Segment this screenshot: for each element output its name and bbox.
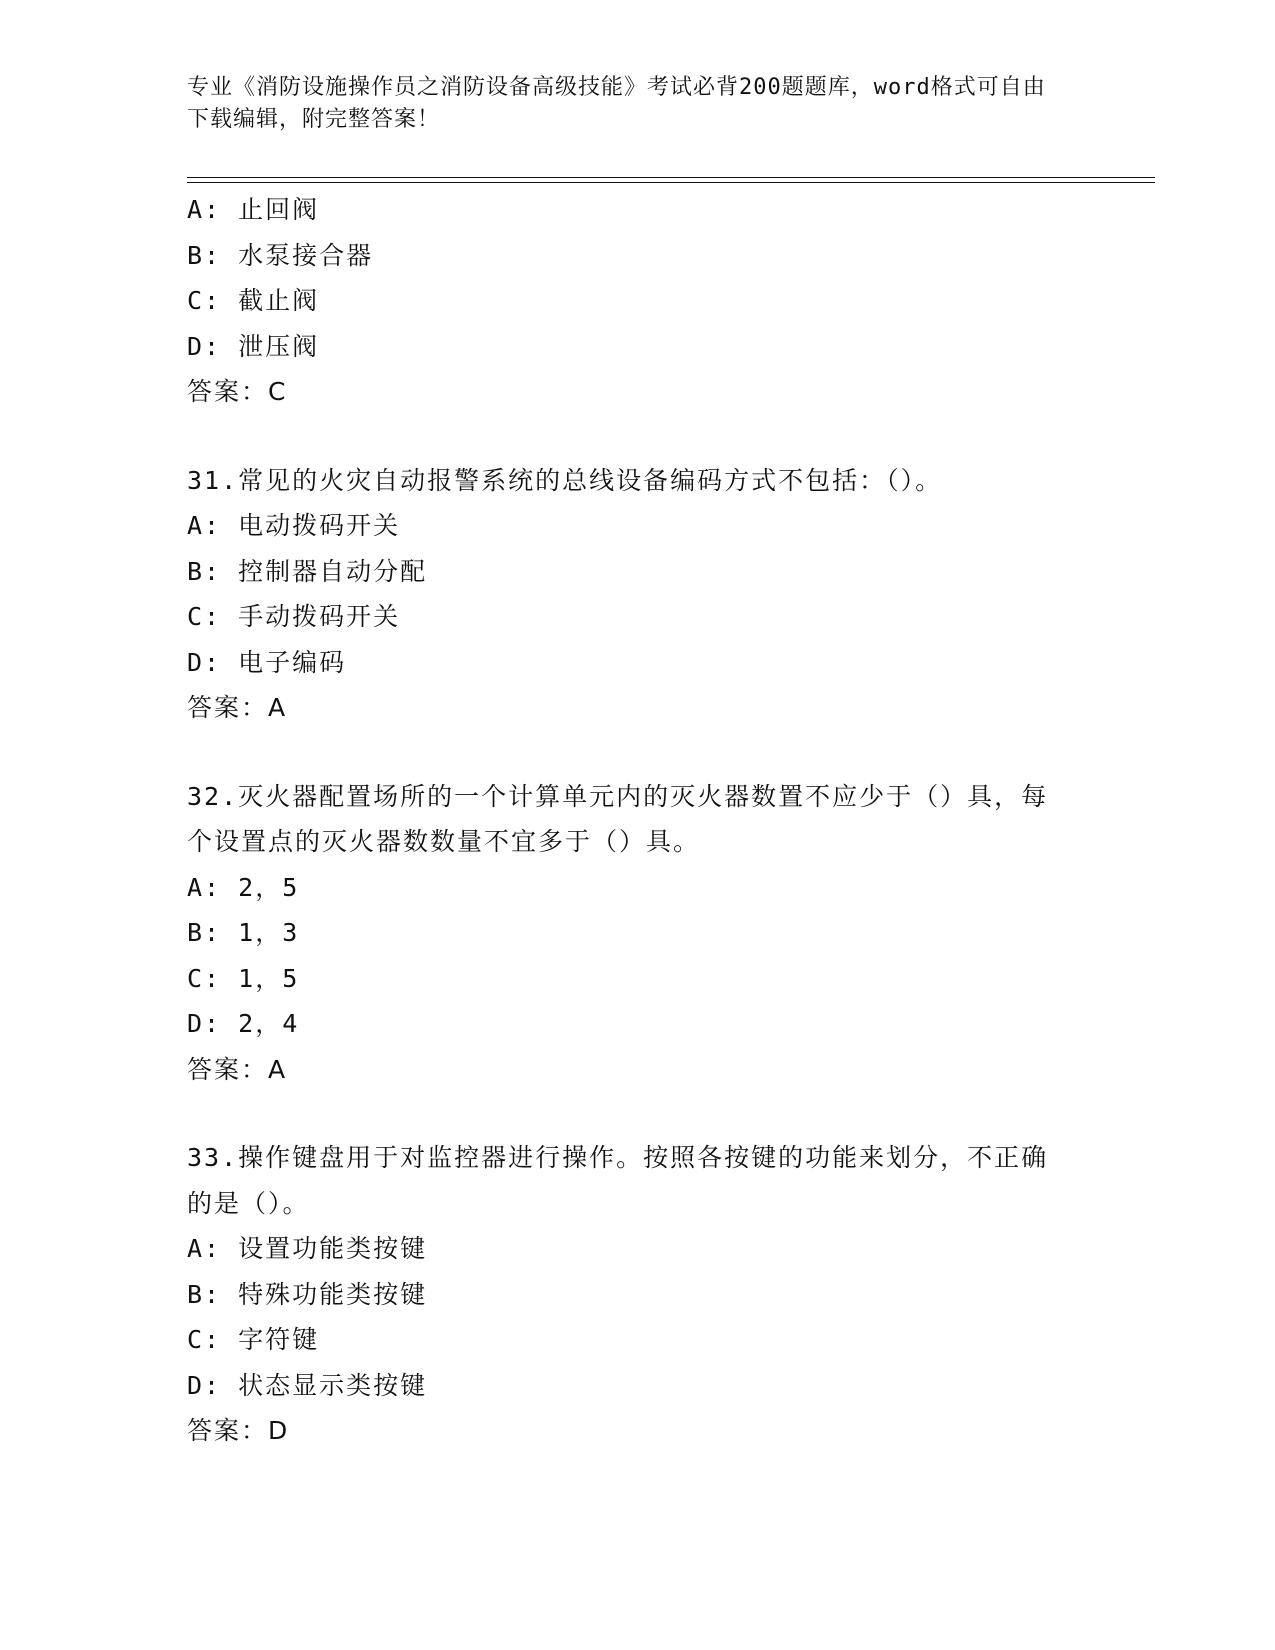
question-stem: 32.灭火器配置场所的一个计算单元内的灭火器数置不应少于（）具，每个设置点的灭火器数数量不宜多于（）具。 (187, 781, 1049, 856)
option-b: B: 水泵接合器 (187, 240, 374, 270)
question-spacer (187, 731, 1067, 774)
option-d: D: 电子编码 (187, 647, 347, 677)
header-divider-top (187, 177, 1155, 178)
question-list (187, 187, 1067, 1454)
option-b: B: 控制器自动分配 (187, 556, 428, 586)
question-spacer (187, 415, 1067, 458)
option-a: A: 电动拨码开关 (187, 511, 401, 540)
question-stem: 33.操作键盘用于对监控器进行操作。按照各按键的功能来划分，不正确的是（）。 (187, 1143, 1049, 1218)
option-b: B: 特殊功能类按键 (187, 1279, 428, 1309)
question-31 (187, 458, 1067, 731)
header-divider-bottom (187, 182, 1155, 183)
option-c: C: 1，5 (187, 963, 300, 993)
option-a: A: 2，5 (187, 872, 300, 902)
option-d: D: 2，4 (187, 1009, 300, 1038)
option-a: A: 设置功能类按键 (187, 1234, 428, 1263)
option-c: C: 字符键 (187, 1325, 320, 1354)
question-33 (187, 1135, 1067, 1454)
option-c: C: 截止阀 (187, 286, 320, 315)
question-stem: 31.常见的火灾自动报警系统的总线设备编码方式不包括：（）。 (187, 465, 943, 495)
question-32 (187, 774, 1067, 1093)
option-b: B: 1，3 (187, 918, 300, 947)
option-a: A: 止回阀 (187, 195, 320, 224)
answer-line: 答案：A (187, 693, 288, 722)
option-c: C: 手动拨码开关 (187, 602, 401, 631)
question-spacer (187, 1092, 1067, 1135)
question-30-continued (187, 187, 1067, 415)
option-d: D: 状态显示类按键 (187, 1370, 428, 1400)
option-d: D: 泄压阀 (187, 331, 320, 361)
answer-line: 答案：A (187, 1054, 288, 1084)
document-header: 专业《消防设施操作员之消防设备高级技能》考试必背200题题库，word格式可自由下载编辑，附完整答案！ (187, 75, 1046, 132)
answer-line: 答案：C (187, 377, 288, 406)
answer-line: 答案：D (187, 1416, 290, 1445)
